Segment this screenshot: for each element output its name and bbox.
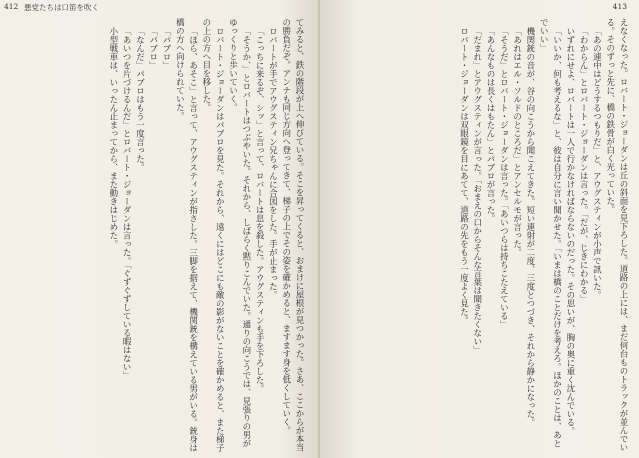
paragraph: 「こっちに来るぞ、シッ」と言って、ロバートは息を殺した。アウグスティンも手を下ろした。 [254,26,265,392]
paragraph: 「なんだ」パブロはもう一度言った。 [134,26,145,171]
page-number: 413 [612,2,627,11]
page-number: 412 [4,2,19,11]
paragraph: 「わからん」とロバート・ジョーダンは言った。「だが、じきにわかる」 [578,26,589,303]
paragraph: てみると、鉄の階段が上へ伸びている。そこを昇ってくると、おまけに屋根が見つかった。さあ、ここからが本当の勝負だぞ。アンナも同じ方向へ登ってきて、梯子の上でその姿を確かめると、ますます身を低くしていく。 [280,18,304,452]
paragraph: えなくなった。ロバート・ジョーダンは丘の斜面を見下ろした。道路の上には、まだ何台ものトラックが並んでいる。そのずっと先に、橋の鉄骨が白く光っていた。 [604,18,628,452]
paragraph: 「パブロ」 [147,26,158,69]
left-page [0,0,319,458]
paragraph: 機関銃の音が、谷の向こうから聞こえてきた。短い連射が二度、三度とつづき、それから静かになった。 [524,26,535,426]
paragraph: 「そうか、」とロバートはつぶやいた。それから、しばらく黙りこんでいた。通りの向こうでは、見張りの男がゆっくりと歩いていく。 [227,18,251,448]
left-page-body [15,18,305,454]
right-page-body [331,18,629,454]
paragraph: 「パブロ」 [161,26,172,69]
paragraph: いずれにせよ、ロバートは一人で行かなければならないのだった。その思いが、胸の奥に重く沈んでいる。 [564,26,575,435]
paragraph: 「あれはエル・ソルドのところだ」とアンセルモが言った。 [511,26,522,256]
paragraph: ロバートが手でアウグスティン兄ちゃんに合図をした。手が止まった。 [267,26,278,299]
paragraph: 「そうだ」とロバート・ジョーダンは言った。「あいつらは持ちこたえている」 [498,26,509,329]
paragraph: 「だまれ」とアウグスティンが言った。「おまえの口からそんな言葉は聞きたくない」 [471,26,482,354]
running-title: 悪党たちは口笛を吹く [24,3,99,12]
paragraph: 「あんなものは長くはもたん」とパブロが言った。 [485,26,496,222]
paragraph: 「あの連中はどうするつもりだ」と、アウグスティンが小声で訊いた。 [591,26,602,299]
right-page [320,0,639,458]
paragraph: 「ほら、あそこ」と言って、アウグスティンが指さした。三脚を据えて、機関銃を構えている男がいる。銃身は橋の方へ向けられていた。 [174,18,198,452]
paragraph: ロバート・ジョーダンはパブロを見た。それから、遠くにはどこにも敵の影がないことを確かめると、また梯子の上の方へ目を移した。 [200,18,225,452]
paragraph: ロバート・ジョーダンは双眼鏡を目にあてて、道路の先をもう一度よく見た。 [458,26,469,324]
paragraph: 「いいか、何も考えるな」と、彼は自分に言い聞かせた。「いまは橋のことだけを考えろ。ほかのことは、あとでいい」 [538,18,562,448]
paragraph: 小型戦車は、いったん止まってから、また動きはじめた。 [107,26,118,248]
paragraph: 「あいつを片づけるんだ」とロバート・ジョーダンは言った。「ぐずぐずしている暇はない」 [121,26,132,380]
